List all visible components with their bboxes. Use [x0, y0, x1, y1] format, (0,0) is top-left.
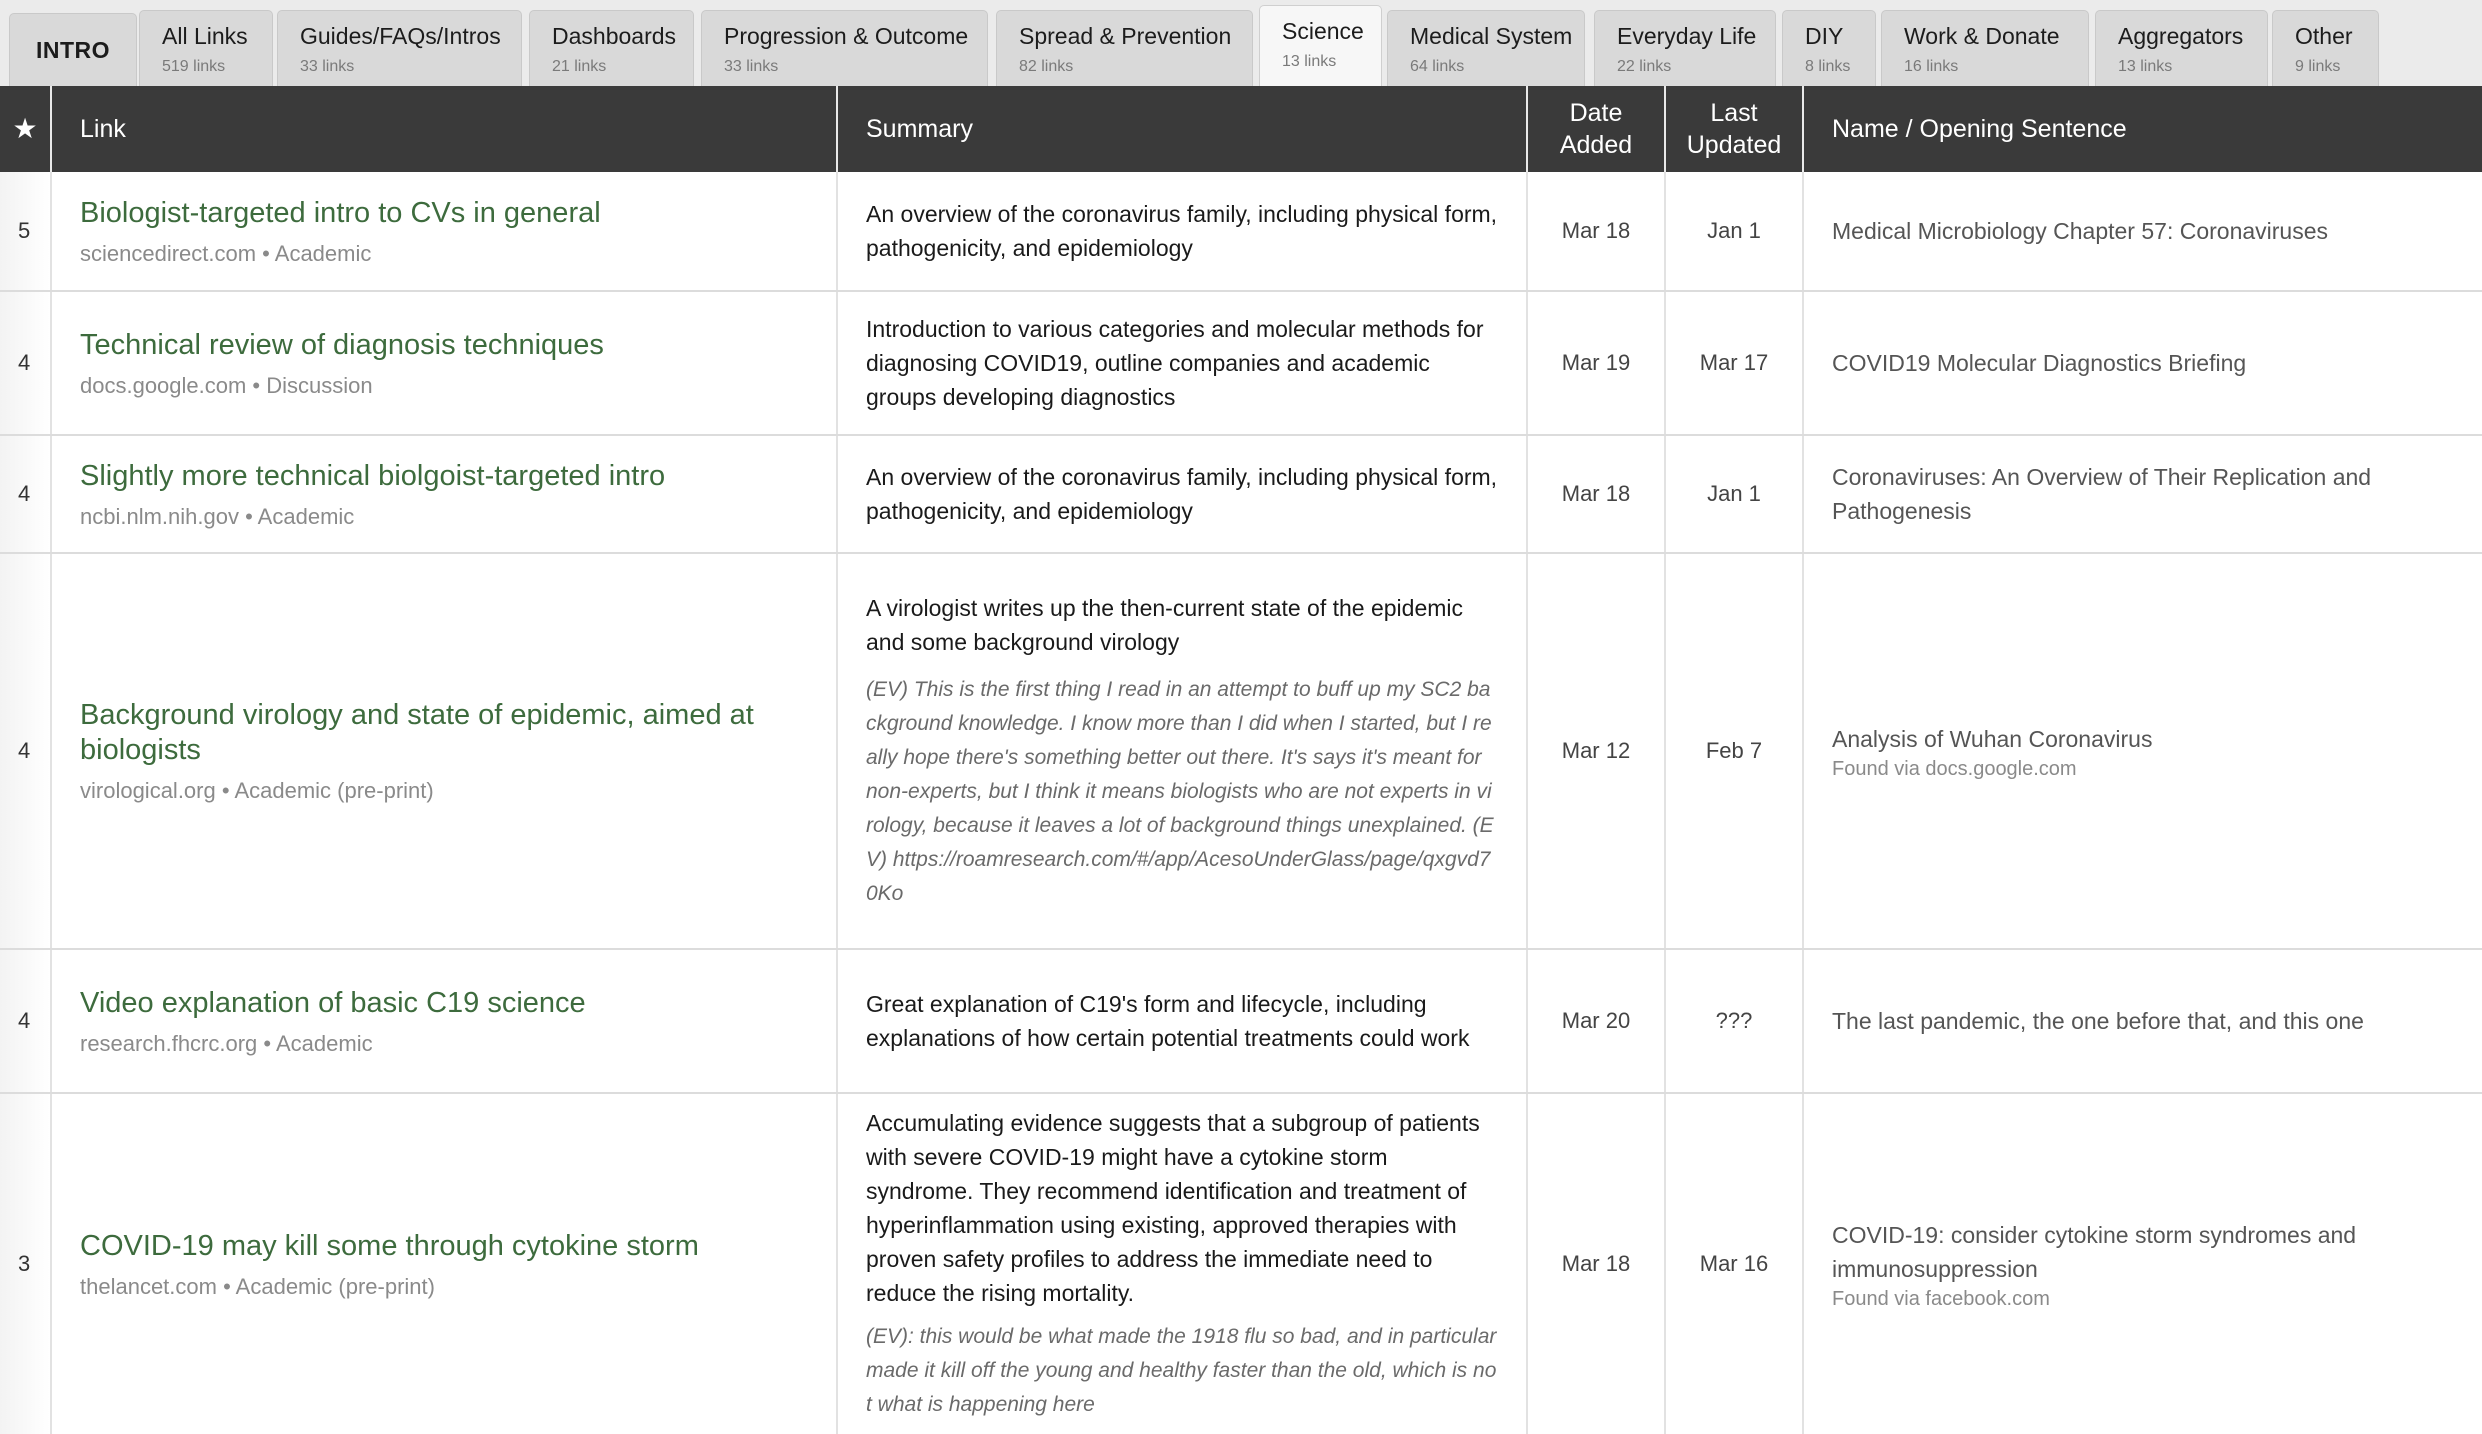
column-header-label: Date — [1569, 99, 1623, 127]
tab-label: Guides/FAQs/Intros — [300, 23, 501, 49]
date-added-cell: Mar 18 — [1528, 436, 1666, 552]
link-cell — [52, 436, 838, 552]
tab-count: 519 links — [162, 58, 226, 75]
date-added-cell: Mar 18 — [1528, 1094, 1666, 1434]
column-header-label: Name / Opening Sentence — [1832, 114, 2127, 143]
tab-count: 82 links — [1019, 58, 1074, 75]
tab-count: 22 links — [1617, 58, 1672, 75]
last-updated-cell: Feb 7 — [1666, 554, 1804, 948]
table-row — [0, 292, 2482, 436]
tab-guides-faqs-intros[interactable] — [277, 10, 522, 86]
tab-count: 13 links — [2118, 58, 2173, 75]
tab-medical-system[interactable] — [1387, 10, 1585, 86]
table-row — [0, 1094, 2482, 1434]
tab-count: 21 links — [552, 58, 607, 75]
tab-intro[interactable] — [9, 13, 137, 86]
tab-label: Aggregators — [2118, 23, 2244, 49]
editor-note: (EV): this would be what made the 1918 flu so bad, and in particular made it kill off the young and healthy faster than the old, which is not what is happening here — [866, 1325, 1497, 1416]
summary-cell — [838, 1094, 1528, 1434]
name-cell — [1804, 436, 2482, 552]
name-cell — [1804, 292, 2482, 434]
tab-label: Progression & Outcome — [724, 23, 969, 49]
name-cell — [1804, 554, 2482, 948]
summary-text: Great explanation of C19's form and lifecycle, including explanations of how certain potential treatments could work — [866, 991, 1470, 1051]
tab-label: Everyday Life — [1617, 23, 1757, 49]
date-added-column-header[interactable] — [1528, 86, 1666, 172]
tab-dashboards[interactable] — [529, 10, 694, 86]
name-cell — [1804, 1094, 2482, 1434]
summary-cell — [838, 436, 1528, 552]
tab-spread-prevention[interactable] — [996, 10, 1253, 86]
link-source: ncbi.nlm.nih.gov • Academic — [80, 503, 355, 529]
rating-cell: 4 — [0, 554, 52, 948]
name-column-header[interactable] — [1804, 86, 2482, 172]
link-cell — [52, 292, 838, 434]
star-rating-column-header[interactable] — [0, 86, 52, 172]
summary-cell — [838, 950, 1528, 1092]
link-title[interactable]: COVID-19 may kill some through cytokine storm — [80, 1229, 699, 1262]
tab-label: Spread & Prevention — [1019, 23, 1232, 49]
last-updated-cell: Mar 17 — [1666, 292, 1804, 434]
found-via: Found via docs.google.com — [1832, 757, 2077, 780]
name-cell — [1804, 172, 2482, 290]
opening-sentence: Coronaviruses: An Overview of Their Replication and Pathogenesis — [1832, 464, 2372, 524]
link-title[interactable]: Biologist-targeted intro to CVs in general — [80, 196, 601, 229]
tab-diy[interactable] — [1782, 10, 1876, 86]
last-updated-column-header[interactable] — [1666, 86, 1804, 172]
tab-label: Dashboards — [552, 23, 677, 49]
link-source: virological.org • Academic (pre-print) — [80, 778, 434, 803]
tab-progression-outcome[interactable] — [701, 10, 988, 86]
last-updated-cell: ??? — [1666, 950, 1804, 1092]
tab-aggregators[interactable] — [2095, 10, 2268, 86]
column-header-label: Link — [80, 114, 126, 143]
link-cell — [52, 172, 838, 290]
summary-cell — [838, 172, 1528, 290]
summary-text: Accumulating evidence suggests that a subgroup of patients with severe COVID-19 might have a cytokine storm syndrome. They recommend identification and treatment of hyperinflammation using existing, approved therapies with proven safety profiles to address the immediate need to reduce the rising mortality. — [866, 1110, 1480, 1306]
summary-cell — [838, 292, 1528, 434]
tab-count: 33 links — [300, 58, 355, 75]
table-header — [0, 86, 2482, 172]
date-added-cell: Mar 20 — [1528, 950, 1666, 1092]
tab-count: 13 links — [1282, 53, 1337, 70]
tab-label: Medical System — [1410, 23, 1573, 49]
tab-count: 16 links — [1904, 58, 1959, 75]
tab-label: DIY — [1805, 23, 1844, 49]
table-row — [0, 436, 2482, 554]
link-title[interactable]: Slightly more technical biolgoist-targeted intro — [80, 459, 666, 492]
table-row — [0, 950, 2482, 1094]
opening-sentence: Analysis of Wuhan Coronavirus — [1832, 725, 2153, 752]
link-source: thelancet.com • Academic (pre-print) — [80, 1273, 435, 1299]
link-source: research.fhcrc.org • Academic — [80, 1030, 373, 1056]
rating-cell: 4 — [0, 950, 52, 1092]
rating-cell: 4 — [0, 436, 52, 552]
tab-count: 9 links — [2295, 58, 2341, 75]
table-row — [0, 554, 2482, 950]
tab-label: INTRO — [35, 36, 111, 63]
tab-count: 33 links — [724, 58, 779, 75]
link-cell — [52, 950, 838, 1092]
date-added-cell: Mar 12 — [1528, 554, 1666, 948]
opening-sentence: COVID-19: consider cytokine storm syndromes and immunosuppression — [1832, 1221, 2357, 1282]
tab-label: Science — [1282, 18, 1364, 44]
column-header-label: Updated — [1686, 131, 1782, 159]
tab-all-links[interactable] — [139, 10, 273, 86]
summary-text: An overview of the coronavirus family, including physical form, pathogenicity, and epidemiology — [866, 464, 1498, 524]
star-icon: ★ — [12, 113, 38, 144]
editor-note: (EV) This is the first thing I read in an attempt to buff up my SC2 background knowledge. I know more than I did when I started, but I really hope there's something better out there. It's says it's meant for non-experts, but I think it means biologists who are not experts in virology, because it leaves a lot of background things unexplained. (EV) https://roamresearch.com/#/app/AcesoUnderGlass/page/qxgvd70Ko — [866, 678, 1494, 905]
tab-count: 8 links — [1805, 58, 1851, 75]
link-title[interactable]: Technical review of diagnosis techniques — [80, 328, 604, 361]
tab-label: Work & Donate — [1904, 23, 2060, 49]
link-title[interactable]: Video explanation of basic C19 science — [80, 986, 586, 1019]
column-header-label: Last — [1710, 99, 1758, 127]
tab-science[interactable] — [1259, 5, 1382, 86]
category-tab-bar — [0, 0, 2482, 86]
found-via: Found via facebook.com — [1832, 1287, 2050, 1310]
rating-cell: 3 — [0, 1094, 52, 1434]
summary-column-header[interactable] — [838, 86, 1528, 172]
tab-other[interactable] — [2272, 10, 2379, 86]
rating-cell: 4 — [0, 292, 52, 434]
summary-text: An overview of the coronavirus family, including physical form, pathogenicity, and epidemiology — [866, 201, 1498, 261]
column-header-label: Added — [1559, 131, 1633, 159]
summary-text: Introduction to various categories and molecular methods for diagnosing COVID19, outline companies and academic groups developing diagnostics — [866, 316, 1484, 410]
opening-sentence: Medical Microbiology Chapter 57: Coronaviruses — [1832, 218, 2329, 244]
link-title[interactable]: Background virology and state of epidemic, aimed at biologists — [80, 699, 754, 766]
tab-everyday-life[interactable] — [1594, 10, 1776, 86]
link-cell — [52, 1094, 838, 1434]
last-updated-cell: Mar 16 — [1666, 1094, 1804, 1434]
date-added-cell: Mar 19 — [1528, 292, 1666, 434]
tab-label: Other — [2295, 23, 2353, 49]
link-cell — [52, 554, 838, 948]
summary-text: A virologist writes up the then-current state of the epidemic and some background virology — [866, 595, 1464, 655]
date-added-cell: Mar 18 — [1528, 172, 1666, 290]
summary-cell — [838, 554, 1528, 948]
opening-sentence: The last pandemic, the one before that, and this one — [1832, 1008, 2364, 1034]
rating-cell: 5 — [0, 172, 52, 290]
column-header-label: Summary — [866, 114, 973, 143]
tab-label: All Links — [162, 23, 248, 49]
last-updated-cell: Jan 1 — [1666, 172, 1804, 290]
last-updated-cell: Jan 1 — [1666, 436, 1804, 552]
link-source: sciencedirect.com • Academic — [80, 240, 372, 266]
opening-sentence: COVID19 Molecular Diagnostics Briefing — [1832, 350, 2247, 376]
link-column-header[interactable] — [52, 86, 838, 172]
name-cell — [1804, 950, 2482, 1092]
link-source: docs.google.com • Discussion — [80, 372, 373, 398]
tab-count: 64 links — [1410, 58, 1465, 75]
table-row — [0, 172, 2482, 292]
tab-work-donate[interactable] — [1881, 10, 2089, 86]
